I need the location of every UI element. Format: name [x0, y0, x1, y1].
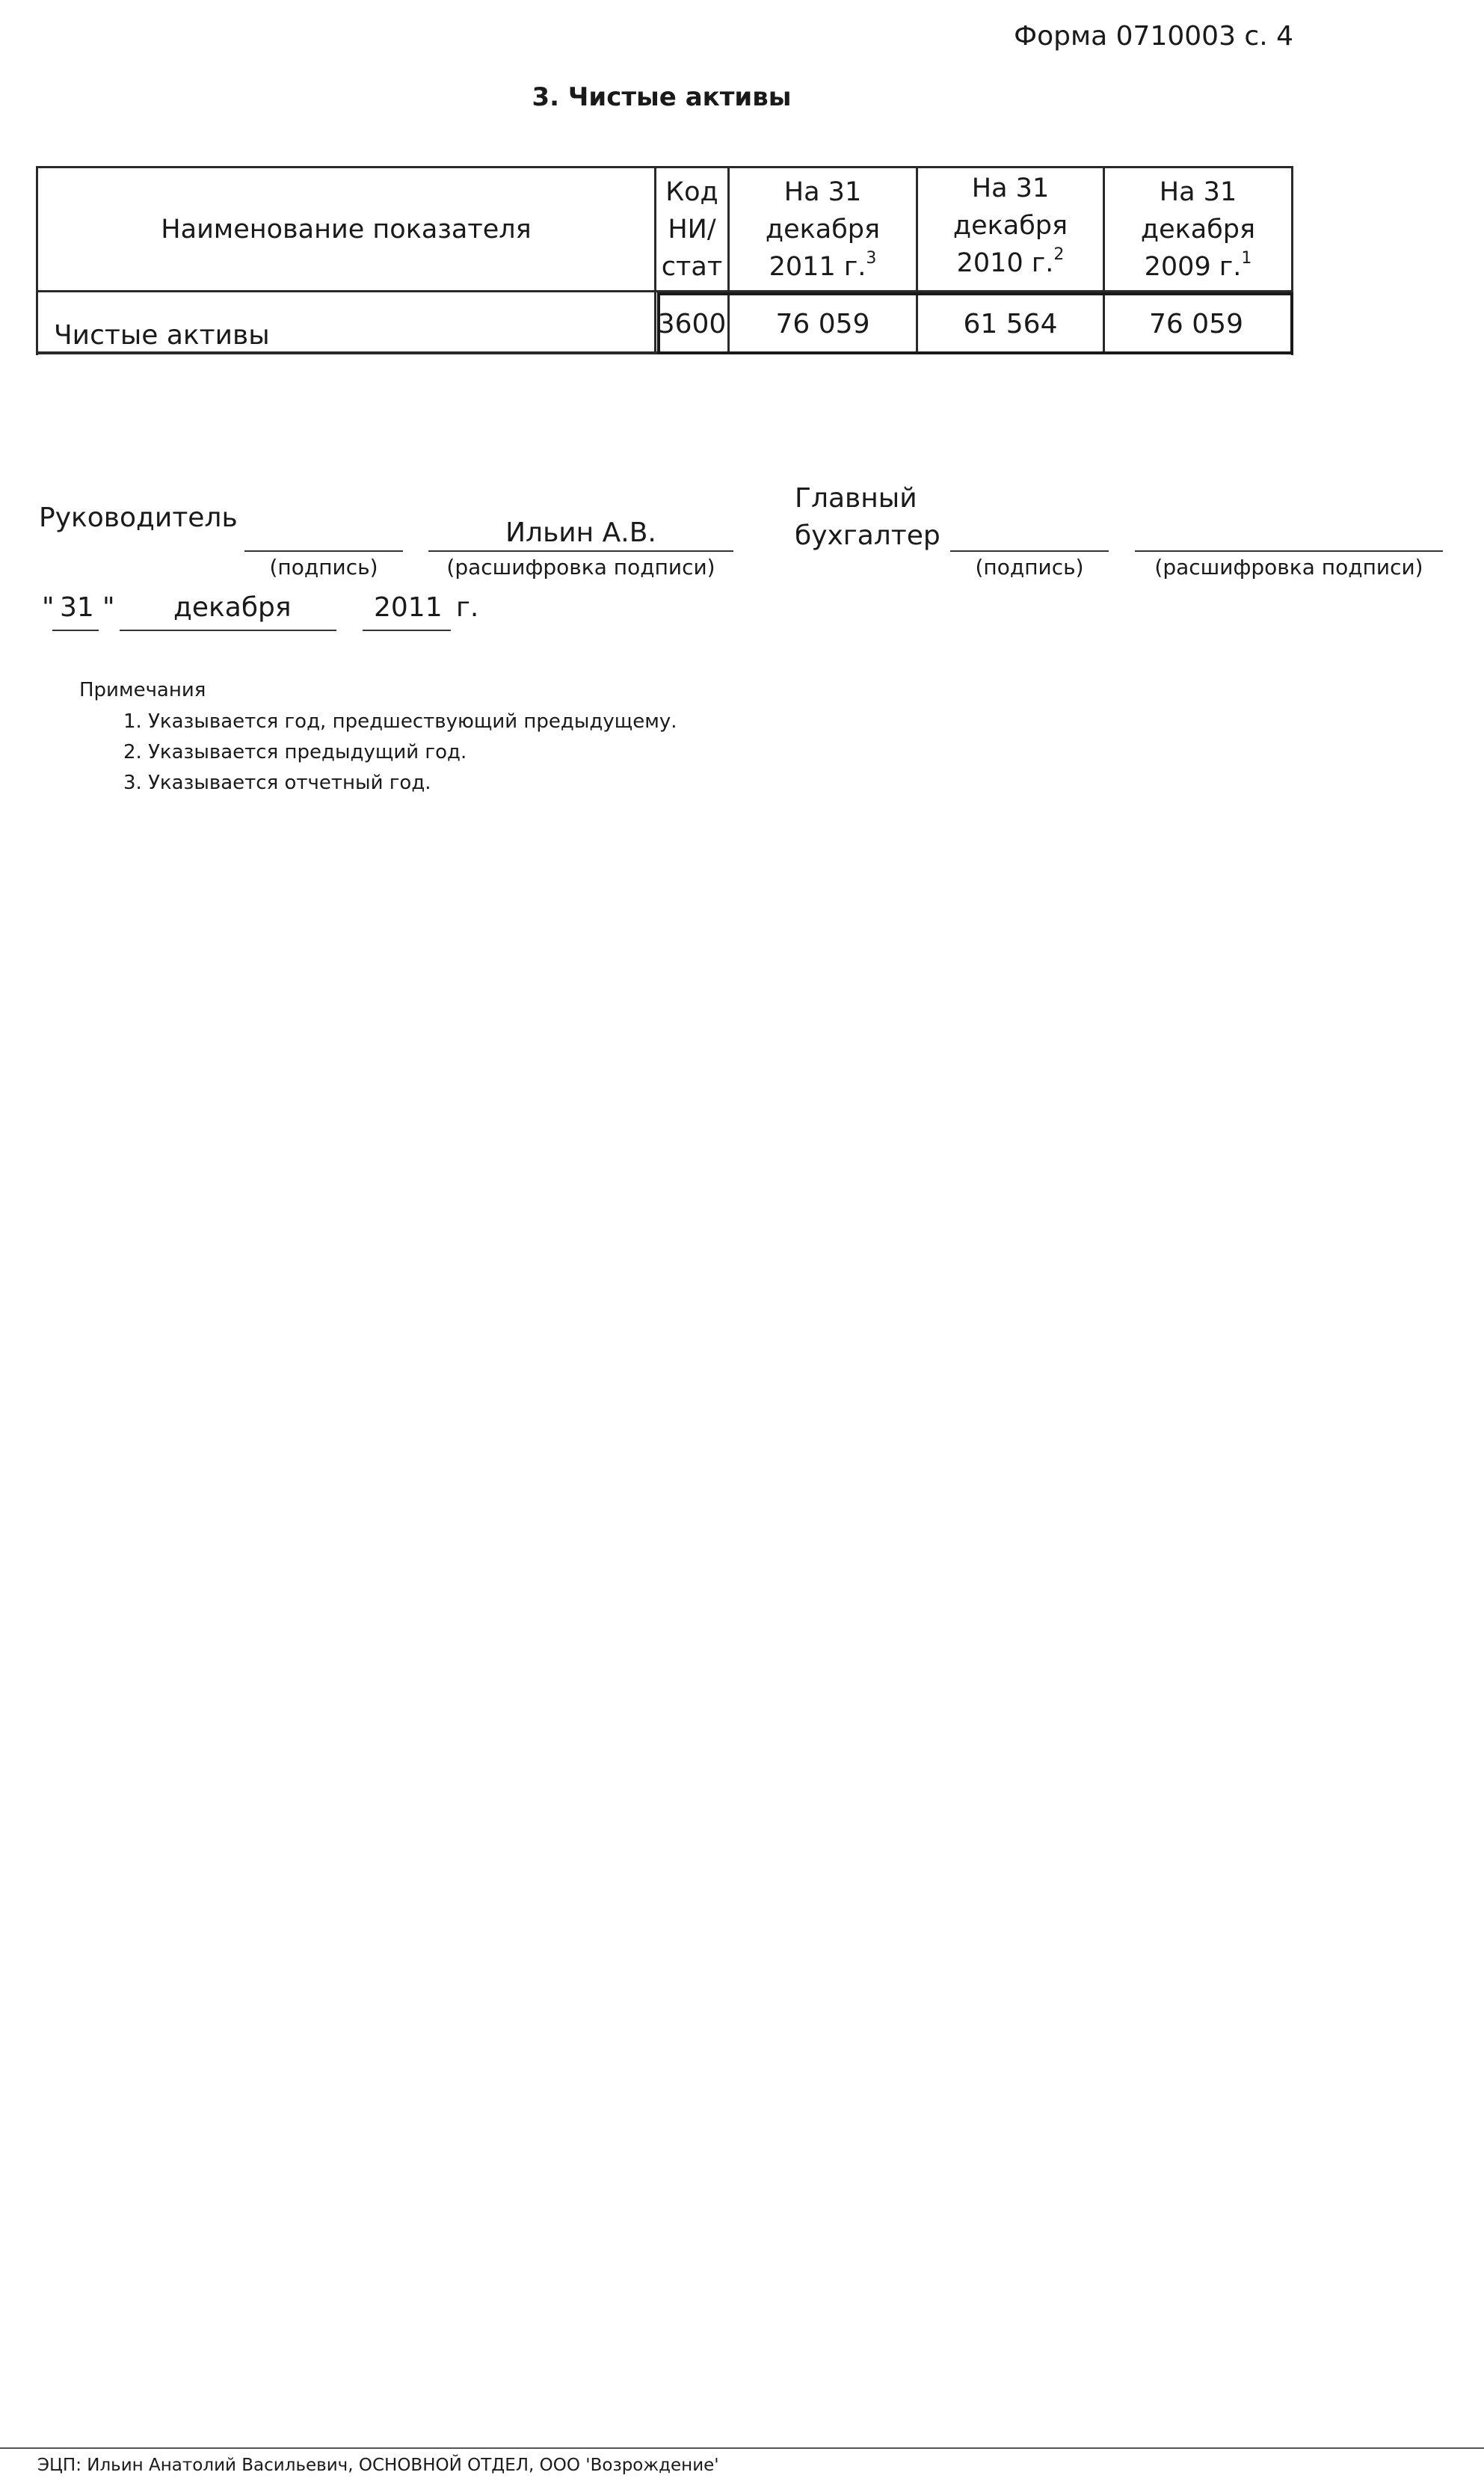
date-year: 2011 [374, 592, 443, 623]
accountant-label-line1: Главный [795, 483, 917, 514]
director-name: Ильин А.В. [505, 517, 656, 548]
accountant-label-line2: бухгалтер [795, 520, 940, 551]
date-year-line [363, 630, 451, 631]
header-code-line1: Код [665, 176, 718, 207]
notes-title: Примечания [79, 679, 206, 701]
report-date [0, 583, 523, 636]
date-month-line [120, 630, 336, 631]
accountant-signature-line [950, 550, 1109, 552]
header-2009-note-ref: 1 [1241, 248, 1252, 268]
header-code-line2: НИ/ [668, 214, 716, 245]
header-2010-note-ref: 2 [1053, 245, 1065, 264]
header-2011-year: 2011 г. [769, 251, 866, 282]
row-net-assets-2009: 76 059 [1149, 308, 1243, 339]
accountant-label [795, 480, 940, 555]
header-2009-line1: На 31 [1159, 176, 1237, 207]
note-item-3: 3. Указывается отчетный год. [123, 772, 431, 794]
header-2009 [1105, 168, 1291, 290]
header-2009-line2: декабря [1140, 214, 1256, 245]
director-decode-line [428, 550, 733, 552]
date-open-quote: " [42, 592, 55, 623]
header-2010 [918, 165, 1103, 286]
header-2011 [730, 168, 916, 290]
director-signature-line [244, 550, 403, 552]
footer-divider [0, 2447, 1484, 2449]
header-2011-line2: декабря [765, 214, 881, 245]
date-month: декабря [173, 592, 292, 623]
accountant-decode-line [1135, 550, 1443, 552]
header-name [38, 168, 654, 290]
accountant-signature-caption: (подпись) [975, 555, 1084, 580]
director-label: Руководитель [39, 502, 238, 533]
date-year-suffix: г. [456, 592, 479, 623]
header-2011-note-ref: 3 [866, 248, 877, 268]
note-item-1: 1. Указывается год, предшествующий предыдущему. [123, 710, 677, 733]
header-name-text: Наименование показателя [161, 214, 532, 245]
date-day: 31 [60, 592, 94, 623]
header-2011-line3 [769, 248, 877, 286]
form-code: Форма 0710003 с. 4 [1014, 21, 1293, 52]
header-2010-line1: На 31 [971, 173, 1050, 203]
header-code [656, 168, 727, 290]
accountant-decode-caption: (расшифровка подписи) [1154, 555, 1423, 580]
note-item-2: 2. Указывается предыдущий год. [123, 741, 467, 763]
date-close-quote: " [102, 592, 115, 623]
row-net-assets-name: Чистые активы [54, 319, 270, 351]
header-2011-line1: На 31 [783, 176, 862, 207]
net-assets-table [0, 0, 1484, 374]
row-net-assets-code: 3600 [657, 308, 727, 339]
header-2010-year: 2010 г. [956, 248, 1054, 278]
digital-signature-footer: ЭЦП: Ильин Анатолий Васильевич, ОСНОВНОЙ ОТДЕЛ, ООО 'Возрождение' [37, 2456, 719, 2475]
director-decode-caption: (расшифровка подписи) [446, 555, 715, 580]
row-net-assets-2010: 61 564 [963, 308, 1058, 339]
date-day-line [52, 630, 99, 631]
header-2010-line2: декабря [952, 210, 1068, 241]
section-title: 3. Чистые активы [532, 82, 792, 112]
row-net-assets-2011: 76 059 [775, 308, 870, 339]
header-2010-line3 [957, 245, 1065, 282]
header-2009-year: 2009 г. [1144, 251, 1242, 282]
header-2009-line3 [1145, 248, 1252, 286]
director-signature-caption: (подпись) [269, 555, 378, 580]
header-code-line3: стат [661, 251, 723, 282]
